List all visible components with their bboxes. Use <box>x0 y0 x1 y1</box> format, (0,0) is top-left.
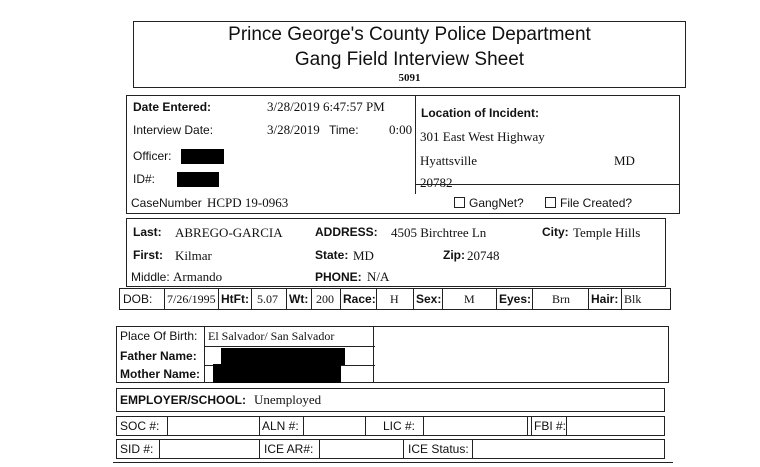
employer-row <box>116 388 665 412</box>
gangnet-label: GangNet? <box>469 196 524 210</box>
father-name-redaction <box>221 348 345 365</box>
first-value: Kilmar <box>175 248 212 263</box>
middle-value: Armando <box>173 269 223 284</box>
eyes-value: Brn <box>552 292 570 306</box>
place-of-birth-label: Place Of Birth: <box>120 329 198 343</box>
employer-value: Unemployed <box>254 392 322 407</box>
sex-label: Sex: <box>416 292 442 306</box>
soc-label: SOC #: <box>120 419 160 433</box>
lic-label: LIC #: <box>383 419 416 433</box>
location-state: MD <box>614 153 635 168</box>
location-street: 301 East West Highway <box>420 129 545 144</box>
time-label: Time: <box>329 123 359 137</box>
hair-label: Hair: <box>591 292 619 306</box>
last-value: ABREGO-GARCIA <box>175 225 283 240</box>
race-label: Race: <box>343 292 376 306</box>
ice-ar-field[interactable] <box>319 440 404 458</box>
form-number: 5091 <box>398 72 421 84</box>
sid-field[interactable] <box>159 440 260 458</box>
ice-status-field[interactable] <box>472 440 664 458</box>
ice-status-label: ICE Status: <box>408 442 469 456</box>
location-label: Location of Incident: <box>421 106 539 120</box>
file-created-box[interactable] <box>545 197 556 208</box>
eyes-label: Eyes: <box>499 292 532 306</box>
department-name: Prince George's County Police Department <box>228 24 591 45</box>
middle-label: Middle: <box>131 270 170 284</box>
interview-date-value: 3/28/2019 <box>267 122 320 137</box>
id-redaction <box>177 172 219 187</box>
interview-date-label: Interview Date: <box>133 123 214 137</box>
location-zip: 20782 <box>420 175 453 190</box>
date-entered-label: Date Entered: <box>133 100 212 114</box>
case-number-value: HCPD 19-0963 <box>207 195 289 210</box>
gangnet-box[interactable] <box>454 197 465 208</box>
city-label: City: <box>542 225 569 239</box>
wt-label: Wt: <box>289 292 309 306</box>
dob-label: DOB: <box>123 292 153 306</box>
ice-ar-label: ICE AR#: <box>264 442 314 456</box>
file-created-checkbox[interactable] <box>545 196 632 210</box>
address-label: ADDRESS: <box>315 225 378 239</box>
last-label: Last: <box>133 225 162 239</box>
state-value: MD <box>353 248 374 263</box>
father-name-label: Father Name: <box>120 349 197 363</box>
officer-redaction <box>181 149 224 164</box>
city-value: Temple Hills <box>573 225 641 240</box>
fbi-label: FBI #: <box>534 419 567 433</box>
subject-section <box>126 218 666 287</box>
mother-name-label: Mother Name: <box>120 367 201 381</box>
htft-value: 5.07 <box>257 292 278 306</box>
aln-field[interactable] <box>303 417 366 435</box>
location-city: Hyattsville <box>420 153 478 168</box>
wt-value: 200 <box>316 292 334 306</box>
phone-label: PHONE: <box>315 270 362 284</box>
id-row-2 <box>116 439 665 459</box>
case-number-label: CaseNumber <box>131 196 202 210</box>
id-label: ID#: <box>133 172 156 186</box>
address-value: 4505 Birchtree Ln <box>391 225 487 240</box>
race-value: H <box>390 292 399 306</box>
zip-value: 20748 <box>467 248 500 263</box>
phone-value: N/A <box>367 269 390 284</box>
state-label: State: <box>315 248 349 262</box>
physical-row <box>119 288 671 310</box>
employer-label: EMPLOYER/SCHOOL: <box>120 393 247 407</box>
dob-value: 7/26/1995 <box>167 292 216 306</box>
birth-section <box>116 326 669 383</box>
hair-value: Blk <box>624 292 642 306</box>
next-section-edge <box>113 462 673 463</box>
sid-label: SID #: <box>120 442 154 456</box>
fbi-field[interactable] <box>566 417 664 435</box>
entry-section <box>126 95 680 214</box>
date-entered-value: 3/28/2019 6:47:57 PM <box>267 99 385 114</box>
aln-label: ALN #: <box>262 419 299 433</box>
form-title: Gang Field Interview Sheet <box>294 49 525 70</box>
place-of-birth-value: El Salvador/ San Salvador <box>208 329 335 343</box>
mother-name-redaction <box>213 364 341 383</box>
first-label: First: <box>133 248 163 262</box>
time-value: 0:00 <box>389 122 413 137</box>
officer-label: Officer: <box>133 149 172 163</box>
id-row-1 <box>116 416 665 436</box>
form-header <box>133 21 686 88</box>
zip-label: Zip: <box>443 248 465 262</box>
lic-field[interactable] <box>423 417 528 435</box>
file-created-label: File Created? <box>560 196 633 210</box>
gangnet-checkbox[interactable] <box>454 196 524 210</box>
sex-value: M <box>464 292 475 306</box>
htft-label: HtFt: <box>221 292 249 306</box>
soc-field[interactable] <box>167 417 259 435</box>
